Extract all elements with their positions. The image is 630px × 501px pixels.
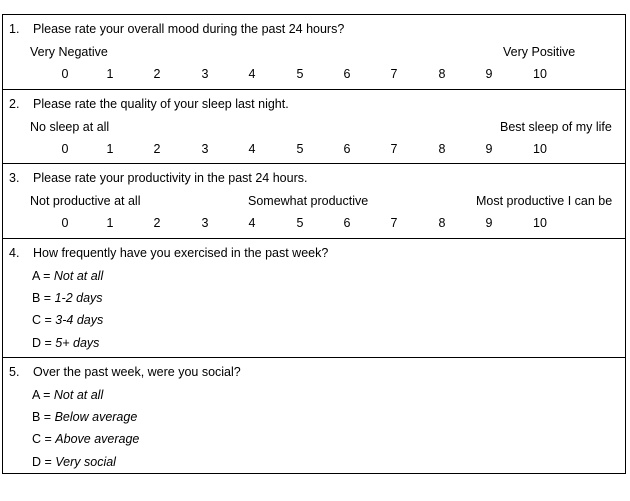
scale-anchor-low: No sleep at all — [30, 120, 110, 134]
question-text: How frequently have you exercised in the past week? — [33, 246, 329, 260]
answer-option-d[interactable] — [32, 336, 99, 351]
scale-option[interactable]: 4 — [248, 67, 256, 81]
scale-option[interactable]: 1 — [106, 67, 114, 81]
scale-option[interactable]: 3 — [201, 142, 209, 156]
scale-option[interactable]: 0 — [61, 216, 69, 230]
rating-scale — [3, 67, 625, 83]
scale-option[interactable]: 5 — [296, 216, 304, 230]
scale-option[interactable]: 8 — [438, 142, 446, 156]
option-key: C = — [32, 313, 56, 327]
option-key: A = — [32, 269, 54, 283]
answer-option-c[interactable] — [32, 432, 139, 447]
scale-option[interactable]: 2 — [153, 67, 161, 81]
scale-option[interactable]: 2 — [153, 216, 161, 230]
scale-option[interactable]: 8 — [438, 67, 446, 81]
survey-form — [2, 14, 626, 474]
question-number: 3. — [9, 171, 20, 185]
scale-option[interactable]: 2 — [153, 142, 161, 156]
option-key: D = — [32, 336, 56, 350]
scale-option[interactable]: 0 — [61, 67, 69, 81]
scale-option[interactable]: 9 — [485, 67, 493, 81]
scale-option[interactable]: 8 — [438, 216, 446, 230]
option-key: B = — [32, 410, 55, 424]
rating-scale — [3, 142, 625, 158]
question-number: 5. — [9, 365, 20, 379]
scale-option[interactable]: 5 — [296, 142, 304, 156]
question-text: Over the past week, were you social? — [33, 365, 241, 379]
scale-option[interactable]: 7 — [390, 216, 398, 230]
scale-option[interactable]: 3 — [201, 216, 209, 230]
scale-option[interactable]: 4 — [248, 142, 256, 156]
scale-option[interactable]: 10 — [533, 216, 547, 230]
question-text: Please rate your overall mood during the past 24 hours? — [33, 22, 345, 36]
scale-option[interactable]: 10 — [533, 67, 547, 81]
answer-option-d[interactable] — [32, 455, 116, 470]
scale-anchor-low: Not productive at all — [30, 194, 141, 208]
option-label: Not at all — [53, 269, 104, 283]
scale-option[interactable]: 1 — [106, 142, 114, 156]
question-4 — [3, 239, 625, 358]
question-3 — [3, 164, 625, 239]
option-label: 1-2 days — [54, 291, 103, 305]
question-text: Please rate your productivity in the past 24 hours. — [33, 171, 308, 185]
option-label: 3-4 days — [55, 313, 104, 327]
option-label: 5+ days — [55, 336, 100, 350]
scale-option[interactable]: 0 — [61, 142, 69, 156]
question-text: Please rate the quality of your sleep last night. — [33, 97, 289, 111]
scale-option[interactable]: 10 — [533, 142, 547, 156]
option-key: D = — [32, 455, 56, 469]
option-label: Below average — [54, 410, 138, 424]
scale-option[interactable]: 3 — [201, 67, 209, 81]
question-number: 1. — [9, 22, 20, 36]
scale-option[interactable]: 6 — [343, 142, 351, 156]
scale-option[interactable]: 7 — [390, 142, 398, 156]
scale-option[interactable]: 9 — [485, 142, 493, 156]
scale-option[interactable]: 5 — [296, 67, 304, 81]
option-label: Above average — [55, 432, 140, 446]
question-number: 4. — [9, 246, 20, 260]
scale-anchor-low: Very Negative — [30, 45, 108, 59]
option-label: Not at all — [53, 388, 104, 402]
scale-anchor-high: Very Positive — [503, 45, 576, 59]
answer-option-a[interactable] — [32, 269, 103, 284]
scale-option[interactable]: 9 — [485, 216, 493, 230]
answer-option-b[interactable] — [32, 410, 137, 425]
scale-anchor-mid: Somewhat productive — [248, 194, 369, 208]
option-key: B = — [32, 291, 55, 305]
answer-option-a[interactable] — [32, 388, 103, 403]
question-1 — [3, 15, 625, 90]
scale-option[interactable]: 6 — [343, 67, 351, 81]
answer-option-c[interactable] — [32, 313, 103, 328]
option-key: A = — [32, 388, 54, 402]
option-key: C = — [32, 432, 56, 446]
option-label: Very social — [55, 455, 116, 469]
scale-option[interactable]: 6 — [343, 216, 351, 230]
scale-option[interactable]: 1 — [106, 216, 114, 230]
scale-anchor-high: Most productive I can be — [476, 194, 613, 208]
question-2 — [3, 90, 625, 164]
scale-option[interactable]: 7 — [390, 67, 398, 81]
scale-option[interactable]: 4 — [248, 216, 256, 230]
question-5 — [3, 358, 625, 475]
rating-scale — [3, 216, 625, 232]
question-number: 2. — [9, 97, 20, 111]
scale-anchor-high: Best sleep of my life — [500, 120, 612, 134]
answer-option-b[interactable] — [32, 291, 103, 306]
